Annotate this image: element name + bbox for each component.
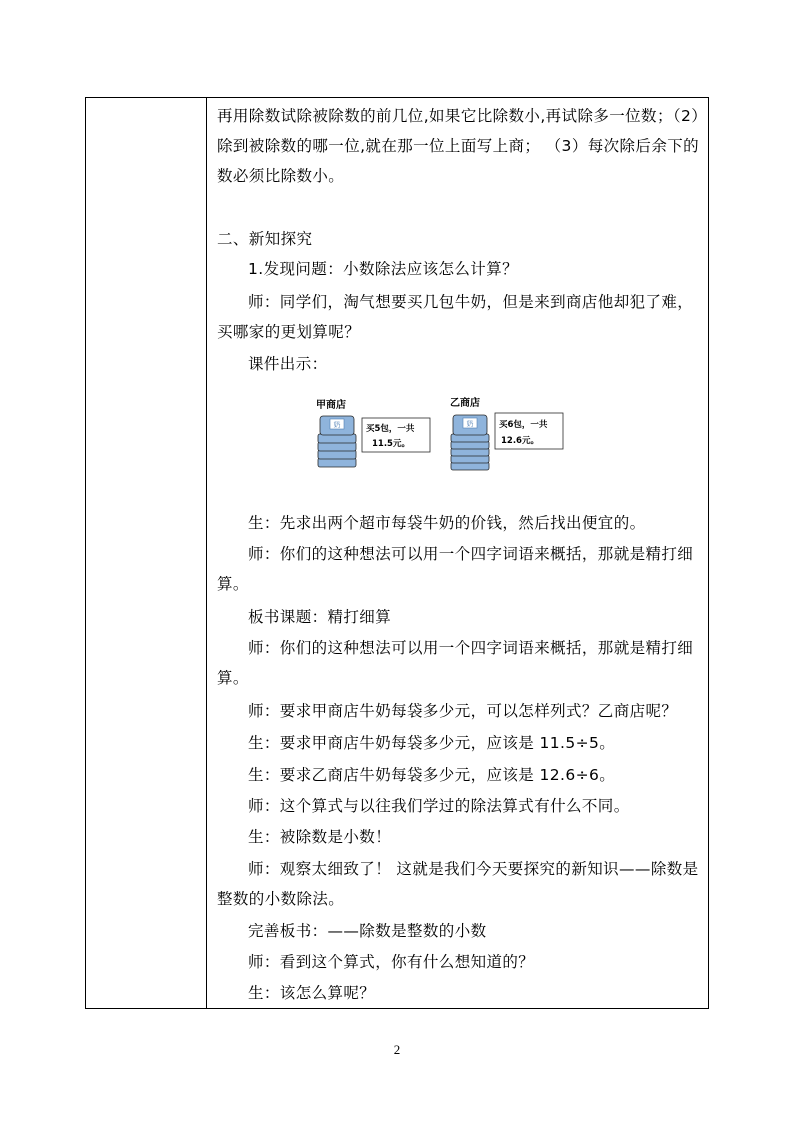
text-line: 算。 bbox=[217, 575, 249, 593]
text-line: 师：要求甲商店牛奶每袋多少元，可以怎样列式？乙商店呢？ bbox=[248, 702, 678, 720]
text-line: 算。 bbox=[217, 669, 249, 687]
milk-bag-stack-icon bbox=[451, 415, 489, 470]
store-a-price-line1: 买5包，一共 bbox=[366, 424, 415, 434]
left-column-cell bbox=[86, 98, 207, 1008]
bag-mark: 奶 bbox=[333, 421, 341, 429]
text-line: 生：要求甲商店牛奶每袋多少元，应该是 11.5÷5。 bbox=[248, 734, 616, 752]
milk-store-illustration bbox=[314, 394, 584, 474]
store-b-price-line2: 12.6元。 bbox=[501, 436, 539, 446]
section-heading: 二、新知探究 bbox=[217, 230, 313, 248]
lesson-table bbox=[85, 97, 709, 1009]
text-line: 生：被除数是小数！ bbox=[248, 828, 392, 846]
text-line: 1.发现问题：小数除法应该怎么计算？ bbox=[248, 260, 518, 278]
text-line: 师：同学们，淘气想要买几包牛奶，但是来到商店他却犯了难， bbox=[248, 293, 694, 311]
text-line: 生：要求乙商店牛奶每袋多少元，应该是 12.6÷6。 bbox=[248, 766, 616, 784]
store-b-price-line1: 买6包，一共 bbox=[499, 420, 548, 430]
text-line: 整数的小数除法。 bbox=[217, 890, 345, 908]
store-a-price-line2: 11.5元。 bbox=[372, 439, 410, 449]
page-number: 2 bbox=[393, 1042, 401, 1057]
text-line: 师：你们的这种想法可以用一个四字词语来概括，那就是精打细 bbox=[248, 545, 694, 563]
text-line: 板书课题：精打细算 bbox=[248, 608, 392, 626]
text-line: 生：该怎么算呢？ bbox=[248, 984, 376, 1002]
text-line: 师：看到这个算式，你有什么想知道的？ bbox=[248, 953, 535, 971]
text-line: 师：你们的这种想法可以用一个四字词语来概括，那就是精打细 bbox=[248, 639, 694, 657]
text-line: 除到被除数的哪一位,就在那一位上面写上商； （3）每次除后余下的 bbox=[217, 137, 700, 155]
text-line: 再用除数试除被除数的前几位,如果它比除数小,再试除多一位数；（2） bbox=[217, 107, 708, 125]
store-a-name: 甲商店 bbox=[316, 400, 346, 411]
text-line: 生：先求出两个超市每袋牛奶的价钱，然后找出便宜的。 bbox=[248, 514, 646, 532]
text-line: 师：观察太细致了！ 这就是我们今天要探究的新知识——除数是 bbox=[248, 860, 699, 878]
text-line: 完善板书：——除数是整数的小数 bbox=[248, 922, 487, 940]
store-b-name: 乙商店 bbox=[450, 398, 480, 409]
text-line: 买哪家的更划算呢？ bbox=[217, 323, 361, 341]
text-line: 数必须比除数小。 bbox=[217, 167, 345, 185]
bag-mark: 奶 bbox=[466, 420, 474, 428]
text-line: 课件出示： bbox=[248, 355, 328, 373]
text-line: 师：这个算式与以往我们学过的除法算式有什么不同。 bbox=[248, 797, 630, 815]
milk-bag-stack-icon bbox=[318, 416, 356, 467]
